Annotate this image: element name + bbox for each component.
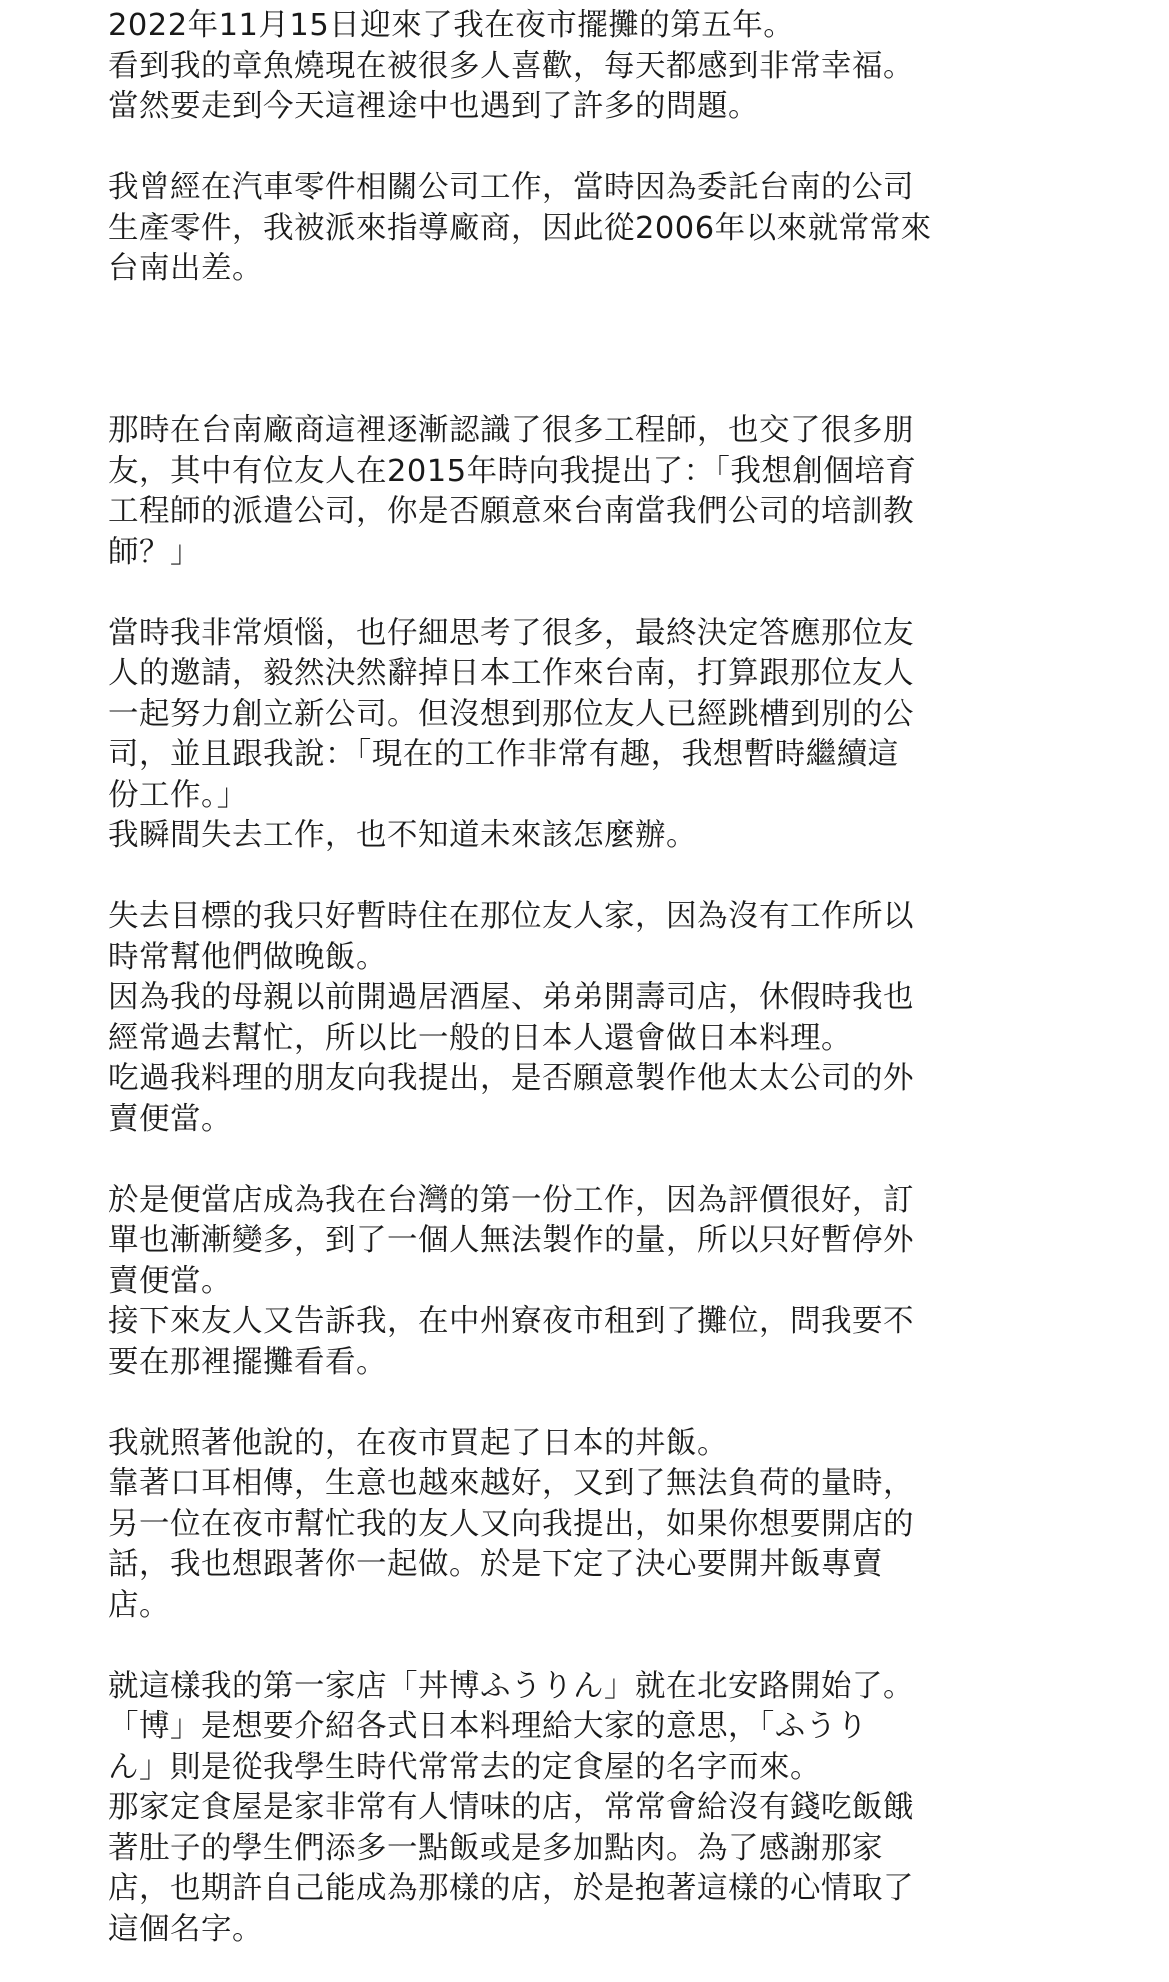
text-line: 生產零件，我被派來指導廠商，因此從2006年以來就常常來 [108,210,932,246]
paragraph-spacer [108,573,1048,614]
text-line: 當時我非常煩惱，也仔細思考了很多，最終決定答應那位友 [108,615,914,651]
paragraph-1 [108,6,1048,128]
text-line: 看到我的章魚燒現在被很多人喜歡，每天都感到非常幸福。 [108,48,914,84]
paragraph-spacer [108,1140,1048,1181]
text-line: 時常幫他們做晚飯。 [108,939,387,975]
text-line: 工程師的派遣公司，你是否願意來台南當我們公司的培訓教 [108,494,914,529]
text-line: 我瞬間失去工作，也不知道未來該怎麼辦。 [108,818,697,853]
text-line: 接下來友人又告訴我，在中州寮夜市租到了攤位，問我要不 [108,1304,914,1339]
text-line: 我就照著他說的，在夜市買起了日本的丼飯。 [108,1425,728,1461]
text-line: 這個名字。 [108,1911,263,1947]
paragraph-2 [108,168,1048,290]
text-line: 著肚子的學生們添多一點飯或是多加點肉。為了感謝那家 [108,1830,883,1866]
text-line: 就這樣我的第一家店「丼博ふうりん」就在北安路開始了。 [108,1668,914,1704]
text-line: 2022年11月15日迎來了我在夜市擺攤的第五年。 [108,8,795,43]
text-line: 司，並且跟我說：「現在的工作非常有趣，我想暫時繼續這 [108,737,899,772]
text-line: 當然要走到今天這裡途中也遇到了許多的問題。 [108,89,759,124]
text-line: 店，也期許自己能成為那樣的店，於是抱著這樣的心情取了 [108,1871,914,1906]
text-line: 友，其中有位友人在2015年時向我提出了：「我想創個培育 [108,453,917,489]
paragraph-spacer [108,1383,1048,1424]
paragraph-7 [108,1424,1048,1627]
paragraph-5 [108,897,1048,1140]
paragraph-spacer [108,290,1048,412]
text-line: 靠著口耳相傳，生意也越來越好，又到了無法負荷的量時， [108,1466,914,1501]
paragraph-spacer [108,857,1048,898]
text-line: 於是便當店成為我在台灣的第一份工作，因為評價很好，訂 [108,1182,914,1218]
text-line: 賣便當。 [108,1263,232,1299]
text-line: 一起努力創立新公司。但沒想到那位友人已經跳槽到別的公 [108,696,914,732]
paragraph-8 [108,1667,1048,1951]
text-line: 因為我的母親以前開過居酒屋、弟弟開壽司店，休假時我也 [108,980,914,1015]
text-line: 師？」 [108,534,201,570]
paragraph-3 [108,411,1048,573]
text-line: 單也漸漸變多，到了一個人無法製作的量，所以只好暫停外 [108,1223,914,1258]
paragraph-spacer [108,1626,1048,1667]
text-line: 那時在台南廠商這裡逐漸認識了很多工程師，也交了很多朋 [108,413,914,448]
text-line: 失去目標的我只好暫時住在那位友人家，因為沒有工作所以 [108,899,914,934]
text-line: 經常過去幫忙，所以比一般的日本人還會做日本料理。 [108,1020,852,1056]
text-line: 份工作。」 [108,777,248,813]
paragraph-spacer [108,128,1048,169]
paragraph-4 [108,614,1048,857]
text-line: 我曾經在汽車零件相關公司工作，當時因為委託台南的公司 [108,170,914,205]
text-line: 賣便當。 [108,1101,232,1137]
text-line: 「博」是想要介紹各式日本料理給大家的意思，「ふうり [108,1709,868,1744]
text-line: 台南出差。 [108,251,263,286]
text-line: 要在那裡擺攤看看。 [108,1344,387,1380]
text-line: 人的邀請，毅然決然辭掉日本工作來台南，打算跟那位友人 [108,656,914,691]
text-line: 店。 [108,1587,170,1623]
text-line: 話，我也想跟著你一起做。於是下定了決心要開丼飯專賣 [108,1547,883,1582]
text-line: 另一位在夜市幫忙我的友人又向我提出，如果你想要開店的 [108,1506,914,1542]
text-line: 吃過我料理的朋友向我提出，是否願意製作他太太公司的外 [108,1061,914,1096]
text-line: 那家定食屋是家非常有人情味的店，常常會給沒有錢吃飯餓 [108,1790,914,1825]
paragraph-6 [108,1181,1048,1384]
text-line: ん」則是從我學生時代常常去的定食屋的名字而來。 [108,1749,821,1785]
article-body [108,6,1048,1950]
